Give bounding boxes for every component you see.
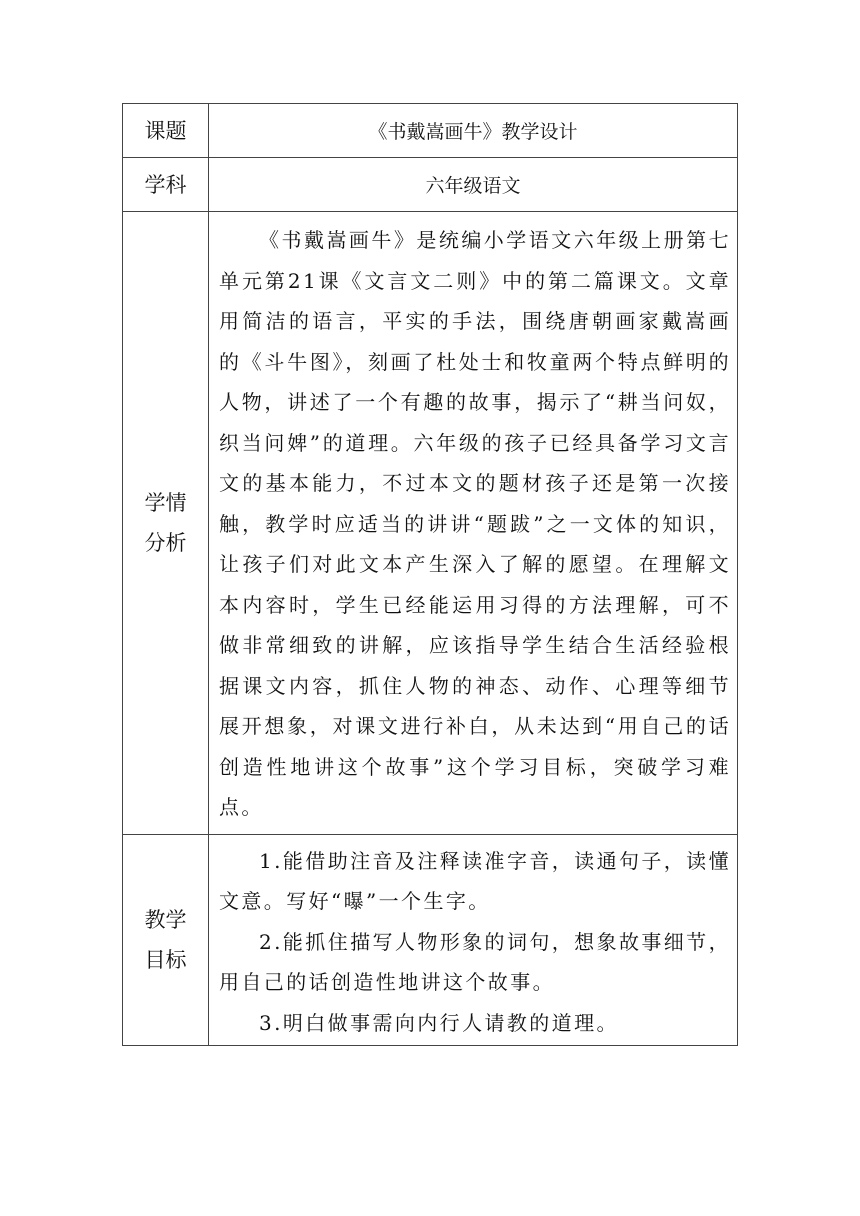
- goal-item: 2.能抓住描写人物形象的词句，想象故事细节，用自己的话创造性地讲这个故事。: [219, 929, 731, 994]
- analysis-row: [123, 212, 738, 835]
- analysis-label: [123, 212, 209, 835]
- goal-item: 3.明白做事需向内行人请教的道理。: [259, 1010, 619, 1035]
- analysis-paragraph: 《书戴嵩画牛》是统编小学语文六年级上册第七单元第21课《文言文二则》中的第二篇课文。文章用简洁的语言，平实的手法，围绕唐朝画家戴嵩画的《斗牛图》，刻画了杜处士和牧童两个特点鲜明的人物，讲述了一个有趣的故事，揭示了“耕当问奴，织当问婢”的道理。六年级的孩子已经具备学习文言文的基本能力，不过本文的题材孩子还是第一次接触，教学时应适当的讲讲“题跋”之一文体的知识，让孩子们对此文本产生深入了解的愿望。在理解文本内容时，学生已经能运用习得的方法理解，可不做非常细致的讲解，应该指导学生结合生活经验根据课文内容，抓住人物的神态、动作、心理等细节展开想象，对课文进行补白，从未达到“用自己的话创造性地讲这个故事”这个学习目标，突破学习难点。: [219, 228, 731, 819]
- analysis-label-line2: 分析: [144, 530, 187, 555]
- goals-row: [123, 834, 738, 1046]
- goal-item: 1.能借助注音及注释读准字音，读通句子，读懂文意。写好“曝”一个生字。: [219, 848, 731, 913]
- goals-content: [209, 834, 738, 1046]
- topic-row: [123, 104, 738, 158]
- goals-label-line2: 目标: [144, 947, 187, 972]
- subject-label: 学科: [123, 158, 209, 212]
- goals-label: [123, 834, 209, 1046]
- subject-row: [123, 158, 738, 212]
- topic-value: 《书戴嵩画牛》教学设计: [209, 104, 738, 158]
- analysis-content: [209, 212, 738, 835]
- topic-label: 课题: [123, 104, 209, 158]
- lesson-design-table: [122, 103, 738, 1046]
- goals-label-line1: 教学: [144, 907, 187, 932]
- subject-value: 六年级语文: [209, 158, 738, 212]
- analysis-label-line1: 学情: [144, 490, 187, 515]
